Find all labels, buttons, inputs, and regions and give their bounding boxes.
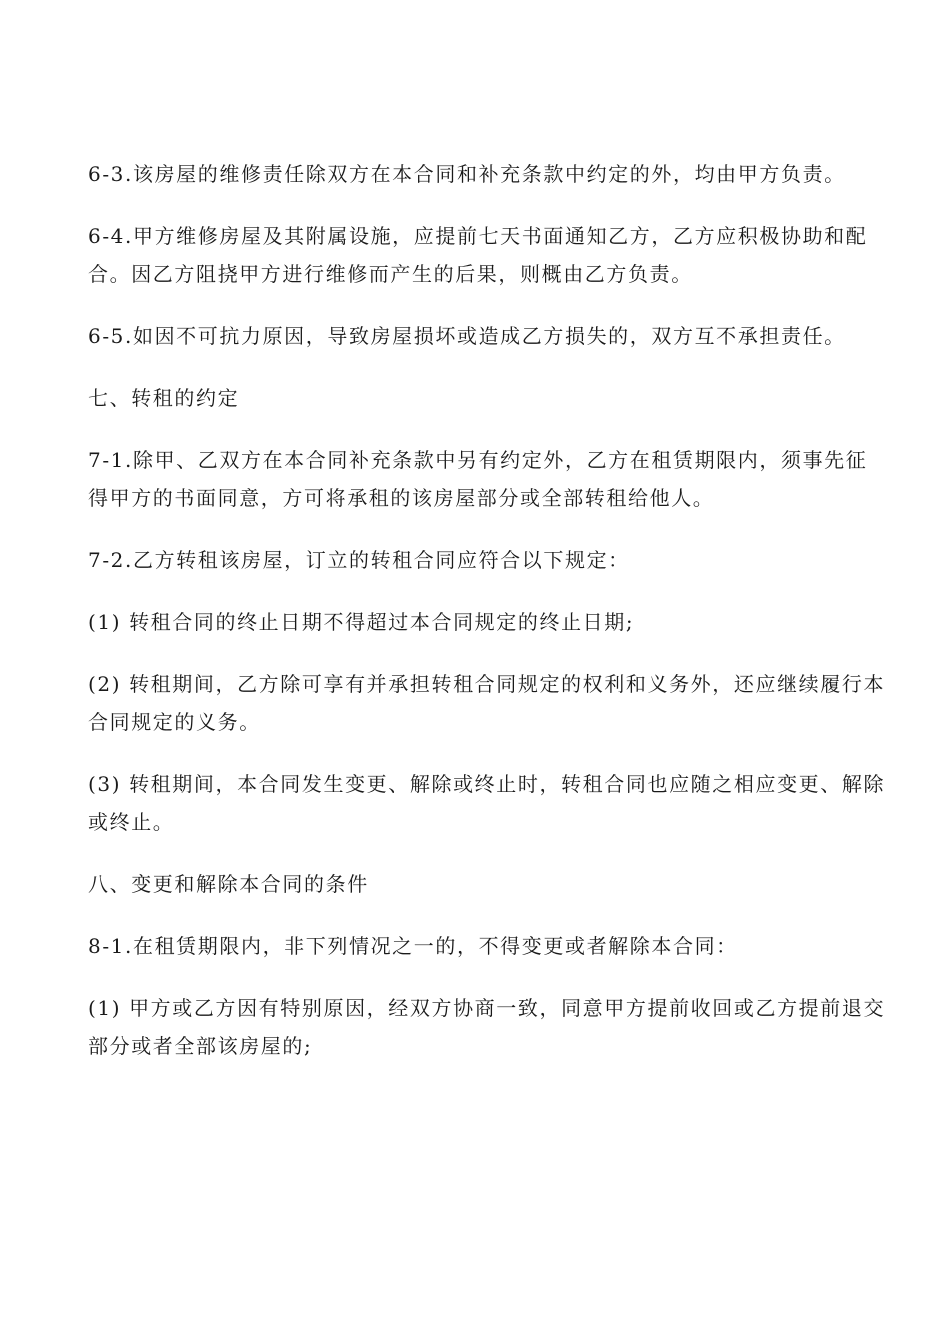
clause-7-2-item-1: (1) 转租合同的终止日期不得超过本合同规定的终止日期;: [88, 610, 635, 634]
clause-7-1: 7-1.除甲、乙双方在本合同补充条款中另有约定外，乙方在租赁期限内，须事先征得甲方的书面同意，方可将承租的该房屋部分或全部转租给他人。: [88, 448, 868, 510]
clause-6-3: 6-3.该房屋的维修责任除双方在本合同和补充条款中约定的外，均由甲方负责。: [88, 162, 846, 186]
clause-8-1-item-1: (1) 甲方或乙方因有特别原因，经双方协商一致，同意甲方提前收回或乙方提前退交部分或者全部该房屋的;: [88, 996, 886, 1058]
section-heading-7: 七、转租的约定: [88, 386, 240, 410]
clause-7-2-item-3: (3) 转租期间，本合同发生变更、解除或终止时，转租合同也应随之相应变更、解除或终止。: [88, 772, 886, 834]
clause-6-4: 6-4.甲方维修房屋及其附属设施，应提前七天书面通知乙方，乙方应积极协助和配合。因乙方阻挠甲方进行维修而产生的后果，则概由乙方负责。: [88, 224, 868, 286]
clause-7-2-item-2: (2) 转租期间，乙方除可享有并承担转租合同规定的权利和义务外，还应继续履行本合同规定的义务。: [88, 672, 886, 734]
section-heading-8: 八、变更和解除本合同的条件: [88, 872, 369, 896]
clause-8-1: 8-1.在租赁期限内，非下列情况之一的，不得变更或者解除本合同：: [88, 934, 738, 958]
clause-6-5: 6-5.如因不可抗力原因，导致房屋损坏或造成乙方损失的，双方互不承担责任。: [88, 324, 846, 348]
document-body: [88, 155, 888, 1089]
clause-7-2: 7-2.乙方转租该房屋，订立的转租合同应符合以下规定：: [88, 548, 630, 572]
